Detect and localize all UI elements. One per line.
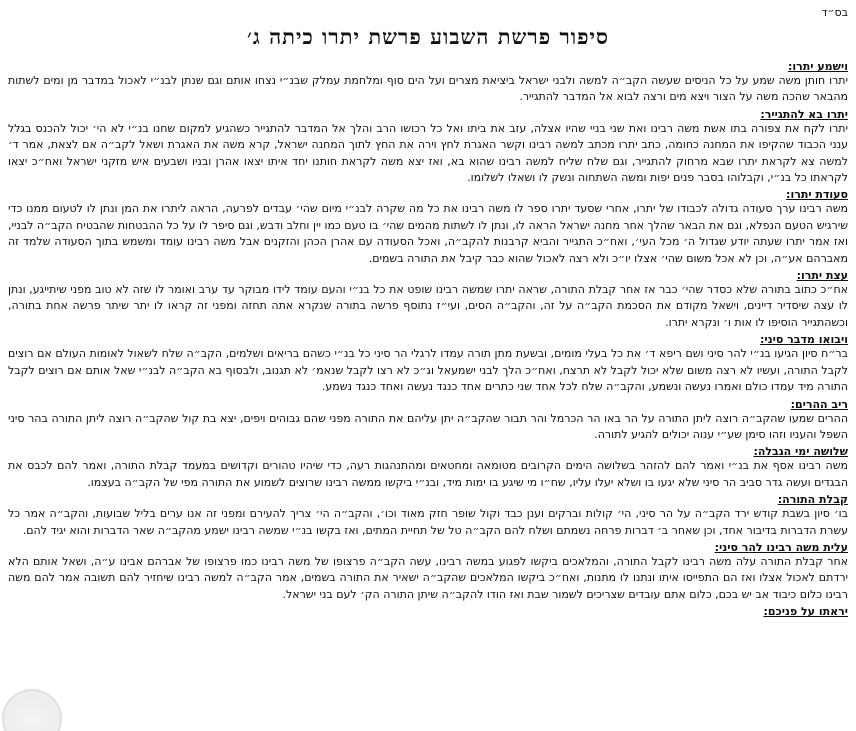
section-text: יתרו לקח את צפורה בתו אשת משה רבינו ואת שני בניי שהיו אצלה, עזב את ביתו ואל כל רכושו הרב והלך אל המדבר להתגייר כשהגיע למקום שחנו בנ״י לא הי׳ יכול להכנס בגלל ענני הכבוד שהקיפו את המחנה כחומה, כתב יתרו מכתב למשה רבינו וקשר האגרת לחץ וירה את החץ לתוך המחנה ישראל, קרא משה את האגרת ושאל לקב״ה אם לצאת, אמר ד׳ למשה צא לקראת יתרו שבא מרחוק להתגייר, וגם שלח שליח למשה רבינו שהוא בא, ואז יצא משה לקראת חותנו יחד איתו יצאו אהרן ובניו ושבעים איש מזקני ישראל ואח״כ יצאו לקראתו כל בנ״י, וקבלוהו בסבר פנים יפות ומשה השתחוה ונשק לו ושאלו לשלומו. — [8, 121, 848, 185]
watermark-seal — [2, 689, 62, 731]
story-sections — [0, 52, 856, 618]
section-heading: עצת יתרו: — [796, 269, 848, 283]
section-heading: קבלת התורה: — [777, 493, 848, 507]
section-heading: וישמע יתרו: — [787, 60, 848, 73]
section-heading: ויבואו מדבר סיני: — [759, 333, 848, 347]
section-text: ההרים שמעו שהקב״ה רוצה ליתן התורה על הר באו הר הכרמל והר תבור שהקב״ה יתן עליהם את התורה מפני שהם גבוהים ויפים, יצא בת קול שהקב״ה רוצה ליתן התורה בהר סיני השפל והעניו וזהו סימן שע״י ענוה יכולים להגיע לתורה. — [8, 411, 848, 441]
section-text: משה רבינו ערך סעודה גדולה לכבודו של יתרו, אחרי שסעד יתרו ספר לו משה רבינו את כל מה שקרה לבנ״י מיום שהי׳ עבדים לפרעה, הראה ליתרו את המן ונתן לו לטעום ממנו כדי שירגיש הטעם הנפלא, וגם את הבאר שהלך אחר מחנה ישראל הראה לו, ונתן לו לשתות מהמים שהי׳ בו טעם כמו יין וחלב ודבש, וגם סיפר לו על כל ההבטחות שהבטיח הקב״ה לבניי, ואז אמר יתרו שעתה יודע שגדול ה׳ מכל העי׳, ואח״כ התגייר והביא קרבנות להקב״ה, ואכל הסעודה עם אהרן הכהן והזקנים אבל משה רבינו עומד ומשמש בתוך הסעודה שלמד זה מאברהם אע״ה, וכן לא אכל משום שהי׳ אצלו יו״כ ולא רצה לאכול שהוא כבר קיבל את התורה בשמים. — [8, 202, 848, 265]
section-vayishma-yitro — [8, 60, 848, 106]
section-fear-on-faces — [8, 605, 848, 618]
bsd-header: בס״ד — [821, 6, 848, 19]
section-heading: יראתו על פניכם: — [763, 605, 848, 619]
section-text: אח״כ כתוב בתורה שלא כסדר שהי׳ כבר אז אחר קבלת התורה, שראה יתרו שמשה רבינו שופט את כל בנ״י והעם עומד לידו מבוקר עד ערב ואומר לו שזה לא טוב מפני שיתייגע, ונתן לו עצה שיסדיר דיינים, וישאל מקודם את הסכמת הקב״ה על זה, והקב״ה הסים, ועי״ז נתוסף פרשה בתורה שנקרא אתה תחזה ומפני זה קראו לו יתר שיתר פרשה אחת בתורה, וכשהתגייר הוסיפו לו אות ו׳ ונקרא יתרו. — [8, 283, 848, 329]
section-text: בו׳ סיון בשבת קודש ירד הקב״ה על הר סיני, הי׳ קולות וברקים וענן כבד וקול שופר חזק מאוד וכו׳, והקב״ה הי׳ צריך להעירם ומפני זה אנו ערים בליל שבועות, והקב״ה אמר כל עשרת הדברות בדיבור אחד, וכן שאחר ב׳ דברות פרחה נשמתם ושלח להם הקב״ה טל של תחיית המתים, ואז בקשו בנ״י שמשה רבינו ישמע מהקב״ה שאר הדברות והוא יגיד להם. — [8, 507, 848, 537]
section-three-days — [8, 445, 848, 491]
section-text: יתרו חותן משה שמע על כל הניסים שעשה הקב״ה למשה ולבני ישראל ביציאת מצרים ועל הים סוף ומלחמת עמלק שבנ״י נצחו אותם וגם שנתן לבנ״י לאכול במדבר מן ומים לשתות מהבאר שהכה משה על הצור ויצא מים ורצה לבוא אל המדבר להתגייר. — [8, 74, 848, 104]
section-heading: עלית משה רבינו להר סיני: — [714, 540, 848, 554]
section-heading: ריב ההרים: — [790, 397, 848, 411]
section-text: אחר קבלת התורה עלה משה רבינו לקבל התורה, והמלאכים ביקשו לפגוע במשה רבינו, עשה הקב״ה פרצופו של משה רבינו כמו פרצופו של אברהם אבינו ע״ה, ושאל אותם הלא ירדתם לאכול אצלו ואז הם התפייסו איתו ונתנו לו מתנות, ואח״כ ביקשו המלאכים שהקב״ה ישאיר את התורה בשמים, אמר הקב״ה למשה רבינו שיחזיר להם תשובה אמר להם משה רבינו כלום כיבוד אב יש בכם, כלום אתם עובדים שצריכים לשמור שבת ואז הודו להקב״ה שיתן התורה הק׳ לעם בני ישראל. — [8, 554, 848, 601]
section-heading: שלושה ימי הגבלה: — [753, 445, 848, 459]
page-title: סיפור פרשת השבוע פרשת יתרו כיתה ג׳ — [246, 24, 610, 49]
section-text: בר״ח סיון הגיעו בנ״י להר סיני ושם ריפא ד׳ את כל בעלי מומים, ובשעת מתן תורה עמדו לרגלי הר סיני כל בנ״י כשהם בריאים ושלמים, הקב״ה שלח לשאול לאומות העולם אם רוצים לקבל התורה, ועשיו לא רצה משום שלא יכול לקבל לא תרצח, ואח״כ הלך לבני ישמעאל וג״כ לא רצו לקבל שנאמ׳ לא תגנוב, ולבסוף בא הקב״ה לבנ״י שאל אותם אם רוצים לקבל התורה מיד עמדו כולם ואמרו נעשה ונשמע, והקב״ה שלח לכל אחד שני כתרים אחד כנגד נעשה ואחד כנגד נשמע. — [8, 347, 848, 394]
section-receiving-torah — [8, 493, 848, 539]
section-sinai-desert — [8, 333, 848, 395]
section-heading: סעודת יתרו: — [786, 188, 848, 202]
section-heading: יתרו בא להתגייר: — [760, 107, 848, 121]
section-text: משה רבינו אסף את בנ״י ואמר להם להזהר בשלושה הימים הקרובים מטומאה ומחטאים ומהתנהגות רעה, כדי שיהיו טהורים וקדושים במעמד קבלת התורה, ואמר להם לכבס את הבגדים ועשה גדר סביב הר סיני שלא יגעו בו ושלא יעלו עליו, שח״ו מי שיגע בו ימות מיד, ובנ״י ביקשו ממשה רבינו שרוצים לשמוע את התורה מפי של הקב״ה בעצמו. — [8, 459, 848, 489]
section-yitro-advice — [8, 269, 848, 331]
section-yitro-feast — [8, 188, 848, 267]
section-mountains-dispute — [8, 398, 848, 444]
section-yitro-converts — [8, 108, 848, 187]
section-moshe-ascends — [8, 541, 848, 603]
